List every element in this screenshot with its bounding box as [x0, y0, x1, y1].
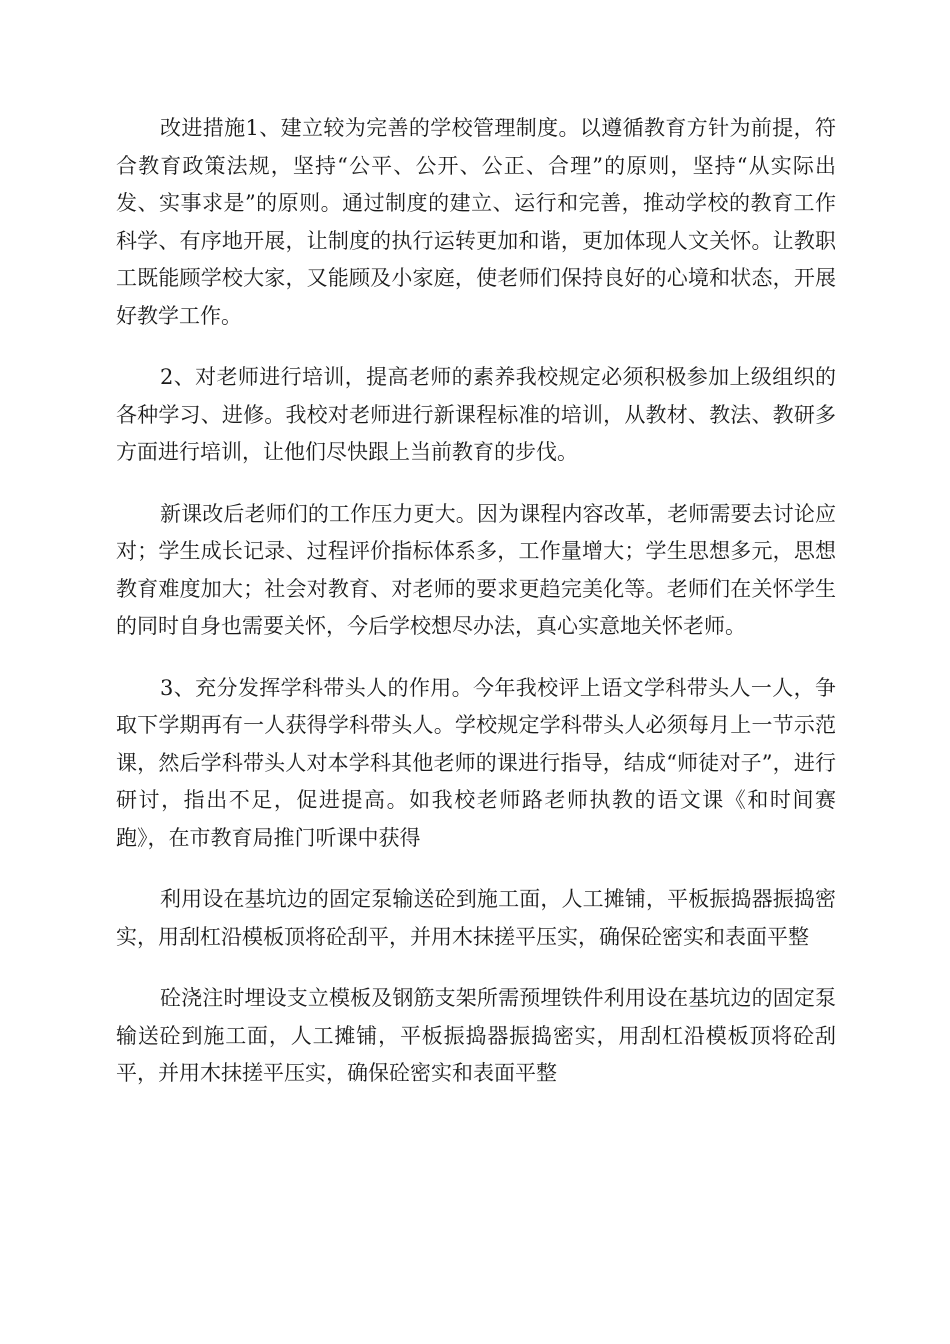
paragraph-teacher-training: 2、对老师进行培训，提高老师的素养我校规定必须积极参加上级组织的各种学习、进修。我校对老师进行新课程标准的培训，从教材、教法、教研多方面进行培训，让他们尽快跟上当前教育的步伐。 — [116, 365, 836, 464]
paragraph-work-pressure: 新课改后老师们的工作压力更大。因为课程内容改革，老师需要去讨论应对；学生成长记录、过程评价指标体系多，工作量增大；学生思想多元，思想教育难度加大；社会对教育、对老师的要求更趋完美化等。老师们在关怀学生的同时自身也需要关怀，今后学校想尽办法，真心实意地关怀老师。 — [116, 501, 836, 638]
document-body — [116, 110, 836, 1093]
paragraph-subject-leader: 3、充分发挥学科带头人的作用。今年我校评上语文学科带头人一人，争取下学期再有一人获得学科带头人。学校规定学科带头人必须每月上一节示范课，然后学科带头人对本学科其他老师的课进行指导，结成“师徒对子”，进行研讨，指出不足，促进提高。如我校老师路老师执教的语文课《和时间赛跑》，在市教育局推门听课中获得 — [116, 675, 836, 850]
paragraph-management-system: 改进措施1、建立较为完善的学校管理制度。以遵循教育方针为前提，符合教育政策法规，坚持“公平、公开、公正、合理”的原则，坚持“从实际出发、实事求是”的原则。通过制度的建立、运行和完善，推动学校的教育工作科学、有序地开展，让制度的执行运转更加和谐，更加体现人文关怀。让教职工既能顾学校大家，又能顾及小家庭，使老师们保持良好的心境和状态，开展好教学工作。 — [116, 116, 836, 328]
paragraph-concrete-pouring: 砼浇注时埋设支立模板及钢筋支架所需预埋铁件利用设在基坑边的固定泵输送砼到施工面，人工摊铺，平板振捣器振捣密实，用刮杠沿模板顶将砼刮平，并用木抹搓平压实，确保砼密实和表面平整 — [116, 986, 836, 1085]
paragraph-concrete-pumping: 利用设在基坑边的固定泵输送砼到施工面，人工摊铺，平板振捣器振捣密实，用刮杠沿模板顶将砼刮平，并用木抹搓平压实，确保砼密实和表面平整 — [116, 887, 836, 949]
